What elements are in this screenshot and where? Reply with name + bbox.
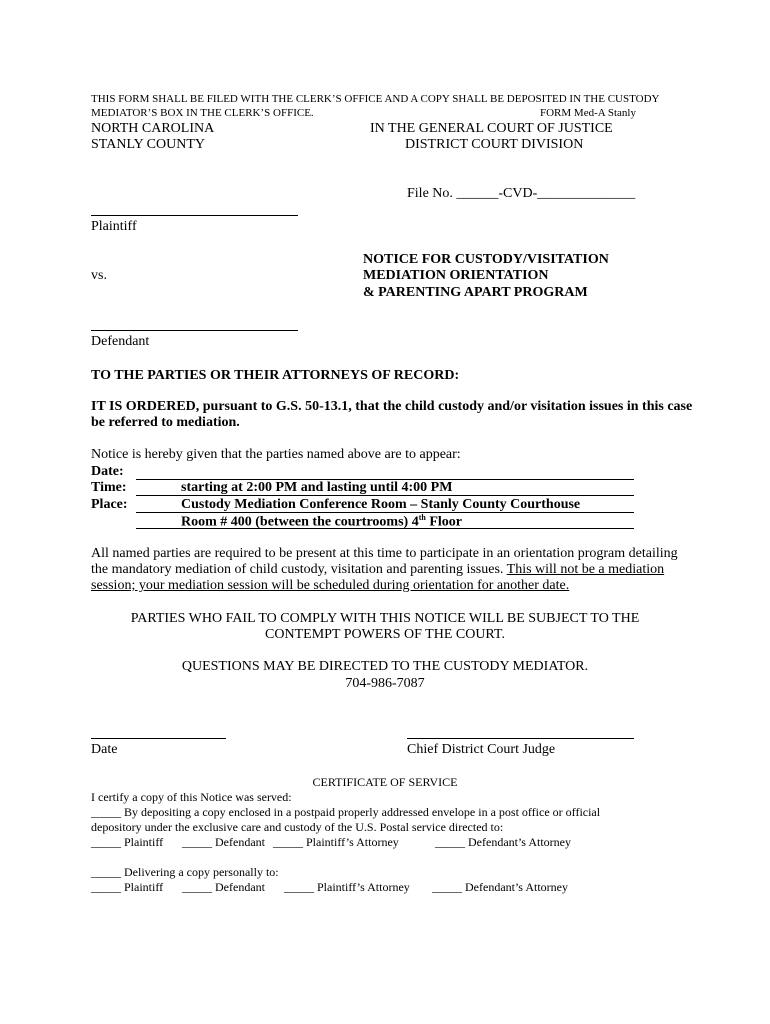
place-value-line-1: Custody Mediation Conference Room – Stanly County Courthouse xyxy=(181,497,581,512)
date-label: Date: xyxy=(91,464,124,479)
judge-signature-line[interactable] xyxy=(407,738,634,739)
defendant-signature-line[interactable] xyxy=(91,330,298,331)
notice-title-line-3: & PARENTING APART PROGRAM xyxy=(363,285,588,300)
notice-intro: Notice is hereby given that the parties named above are to appear: xyxy=(91,447,461,462)
questions-line: QUESTIONS MAY BE DIRECTED TO THE CUSTODY MEDIATOR. xyxy=(181,659,589,674)
order-line-1: IT IS ORDERED, pursuant to G.S. 50-13.1, that the child custody and/or visitation issues in this case xyxy=(91,399,693,414)
versus-label: vs. xyxy=(91,268,107,283)
plaintiff-signature-line[interactable] xyxy=(91,215,298,216)
attendance-line-1: All named parties are required to be present at this time to participate in an orientation program detailing xyxy=(91,546,678,561)
place-field-line-2 xyxy=(136,528,634,529)
form-id: FORM Med-A Stanly xyxy=(540,107,636,119)
time-label: Time: xyxy=(91,480,127,495)
time-value: starting at 2:00 PM and lasting until 4:00 PM xyxy=(181,480,453,495)
court-name: IN THE GENERAL COURT OF JUSTICE xyxy=(370,121,613,136)
certificate-statement: I certify a copy of this Notice was served: xyxy=(91,790,292,804)
order-line-2: be referred to mediation. xyxy=(91,415,240,430)
mail-option-plaintiff[interactable]: _____ Plaintiff xyxy=(91,835,164,849)
delivery-option-plaintiff-attorney[interactable]: _____ Plaintiff’s Attorney xyxy=(284,880,410,894)
judge-signature-label: Chief District Court Judge xyxy=(407,742,556,757)
mail-option-plaintiff-attorney[interactable]: _____ Plaintiff’s Attorney xyxy=(273,835,399,849)
notice-title-line-1: NOTICE FOR CUSTODY/VISITATION xyxy=(363,252,609,267)
floor-ordinal-suffix: th xyxy=(418,513,426,522)
county-name: STANLY COUNTY xyxy=(91,137,206,152)
mail-service-line-2: depository under the exclusive care and custody of the U.S. Postal service directed to: xyxy=(91,820,504,834)
state-name: NORTH CAROLINA xyxy=(91,121,215,136)
room-text: Room # 400 (between the courtrooms) 4 xyxy=(181,514,419,530)
filing-instruction-line-1: THIS FORM SHALL BE FILED WITH THE CLERK’S OFFICE AND A COPY SHALL BE DEPOSITED IN THE CUSTODY xyxy=(91,93,660,105)
file-number-field[interactable]: File No. ______-CVD-______________ xyxy=(407,186,636,201)
date-signature-line[interactable] xyxy=(91,738,226,739)
attendance-line-2 xyxy=(91,562,664,578)
mail-option-defendant-attorney[interactable]: _____ Defendant’s Attorney xyxy=(435,835,571,849)
delivery-option-defendant-attorney[interactable]: _____ Defendant’s Attorney xyxy=(432,880,568,894)
time-field-line xyxy=(136,495,634,496)
personal-delivery-line[interactable]: _____ Delivering a copy personally to: xyxy=(91,865,279,879)
mediator-phone: 704-986-7087 xyxy=(345,676,425,691)
contempt-warning-line-2: CONTEMPT POWERS OF THE COURT. xyxy=(265,627,505,642)
certificate-title: CERTIFICATE OF SERVICE xyxy=(312,775,458,789)
mail-service-line-1[interactable]: _____ By depositing a copy enclosed in a postpaid properly addressed envelope in a post office or official xyxy=(91,805,601,819)
delivery-option-defendant[interactable]: _____ Defendant xyxy=(182,880,265,894)
place-label: Place: xyxy=(91,497,128,512)
filing-instruction-line-2: MEDIATOR’S BOX IN THE CLERK’S OFFICE. xyxy=(91,107,314,119)
attendance-line-3: session; your mediation session will be scheduled during orientation for another date. xyxy=(91,578,570,593)
mail-option-defendant[interactable]: _____ Defendant xyxy=(182,835,265,849)
notice-title-line-2: MEDIATION ORIENTATION xyxy=(363,268,549,283)
date-signature-label: Date xyxy=(91,742,118,757)
delivery-option-plaintiff[interactable]: _____ Plaintiff xyxy=(91,880,164,894)
court-division: DISTRICT COURT DIVISION xyxy=(405,137,584,152)
defendant-label: Defendant xyxy=(91,334,150,349)
attendance-text: the mandatory mediation of child custody, visitation and parenting issues. xyxy=(91,562,507,577)
not-mediation-session-warning: This will not be a mediation xyxy=(506,562,665,577)
contempt-warning-line-1: PARTIES WHO FAIL TO COMPLY WITH THIS NOTICE WILL BE SUBJECT TO THE xyxy=(130,611,640,626)
floor-text: Floor xyxy=(425,514,462,530)
to-parties-heading: TO THE PARTIES OR THEIR ATTORNEYS OF RECORD: xyxy=(91,368,460,383)
plaintiff-label: Plaintiff xyxy=(91,219,137,234)
